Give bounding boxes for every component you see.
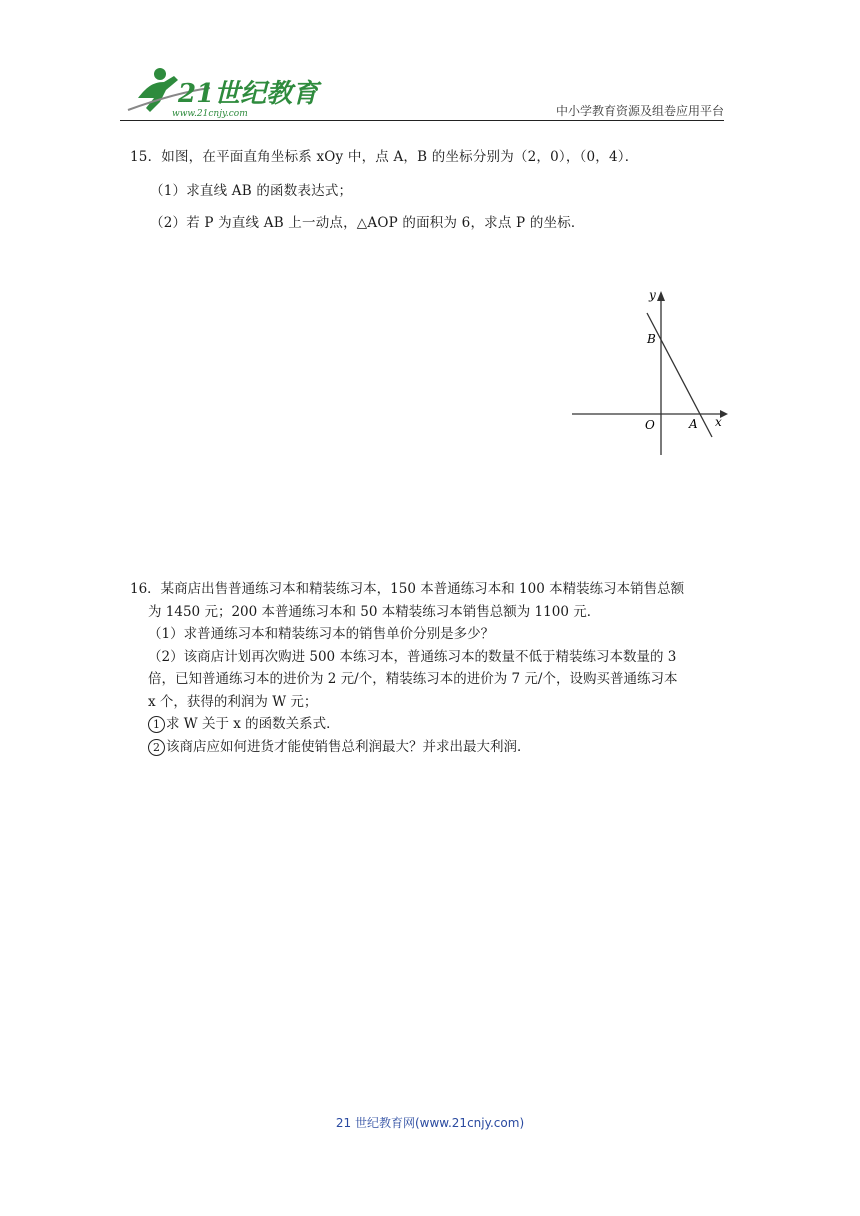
header-divider [120, 120, 724, 121]
point-a-label: A [689, 417, 698, 431]
q15-stem: 15．如图，在平面直角坐标系 xOy 中，点 A，B 的坐标分别为（2，0），（0，4）． [130, 149, 639, 165]
q15-part2: （2）若 P 为直线 AB 上一动点，△AOP 的面积为 6，求点 P 的坐标． [150, 215, 585, 231]
circled-number-2: 2 [148, 739, 165, 756]
q16-line4: （2）该商店计划再次购进 500 本练习本，普通练习本的数量不低于精装练习本数量的 3 [148, 648, 677, 665]
q16-line2: 为 1450 元；200 本普通练习本和 50 本精装练习本销售总额为 1100 元． [148, 603, 601, 620]
q16-item2-text: 该商店应如何进货才能使销售总利润最大？并求出最大利润． [166, 738, 531, 755]
logo-text: 21世纪教育 [178, 79, 319, 109]
platform-name: 中小学教育资源及组卷应用平台 [555, 104, 724, 118]
origin-label: O [645, 418, 655, 432]
q16-item1 [130, 713, 720, 736]
question-16 [130, 578, 720, 758]
logo-url: www.21cnjy.com [172, 109, 248, 119]
q16-line1: 16．某商店出售普通练习本和精装练习本，150 本普通练习本和 100 本精装练习本销售总额 [130, 581, 685, 597]
logo [120, 62, 319, 119]
q16-item1-text: 求 W 关于 x 的函数关系式． [166, 716, 340, 732]
circled-number-1: 1 [148, 716, 165, 733]
q15-part1: （1）求直线 AB 的函数表达式； [150, 183, 353, 199]
q15-figure [570, 285, 730, 460]
q16-line5: 倍，已知普通练习本的进价为 2 元/个，精装练习本的进价为 7 元/个，设购买普通练习本 [148, 671, 678, 687]
q16-line3: （1）求普通练习本和精装练习本的销售单价分别是多少？ [148, 626, 495, 642]
q16-line6: x 个，获得的利润为 W 元； [148, 693, 318, 710]
q15-part1-row [130, 180, 352, 202]
y-axis-label: y [649, 288, 656, 302]
point-b-label: B [647, 332, 656, 346]
q15-part2-row [130, 212, 585, 234]
page-footer[interactable]: 21 世纪教育网(www.21cnjy.com) [335, 1116, 525, 1130]
page-header [120, 62, 724, 124]
line-ab [647, 313, 712, 437]
x-axis-label: x [715, 415, 722, 429]
q16-item2 [130, 736, 720, 759]
y-axis-arrow [657, 291, 665, 301]
question-15 [130, 146, 638, 168]
